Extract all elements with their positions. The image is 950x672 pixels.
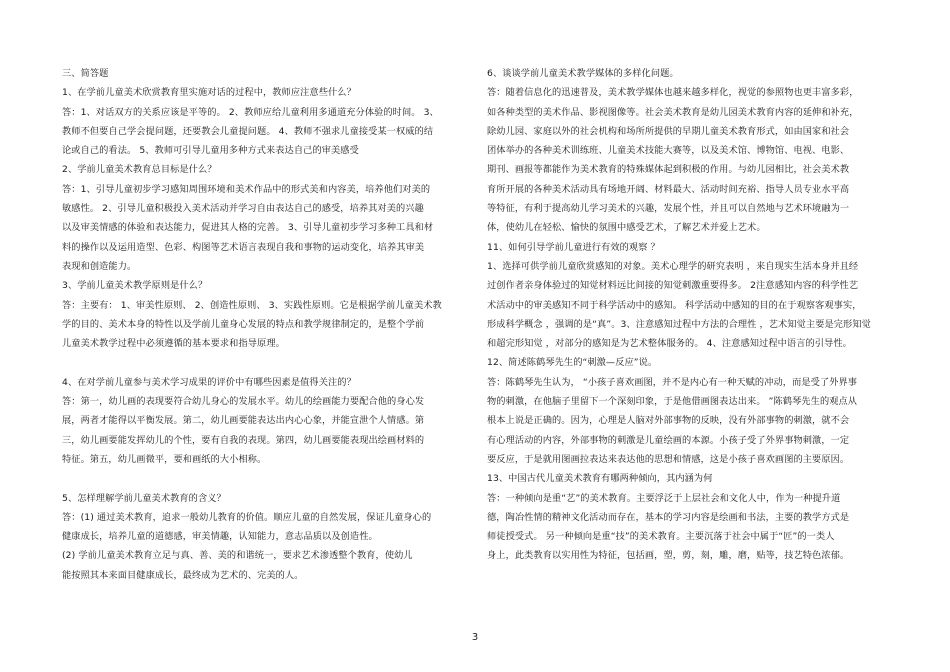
left-column-text-line: 健康成长，培养儿童的道德感，审美情趣，认知能力，意志品质以及创造性。: [62, 531, 378, 543]
left-column-text-line: 3、学前儿童美术教学原则是什么？: [62, 280, 208, 292]
right-column-text-line: 身上，此类教育以实用性为特征，包括画，塑，剪，刻，雕，磨，贴等，技艺特色浓郁。: [487, 550, 850, 562]
right-column-text-line: 要反应，于是就用图画拉表达来表达他的思想和情感，这是小孩子喜欢画图的主要原因。: [487, 453, 850, 465]
right-column-text-line: 德，陶冶性情的精神文化活动而存在，基本的学习内容是绘画和书法，主要的教学方式是: [487, 511, 850, 523]
right-column: [487, 64, 887, 566]
right-column-text-line: 如各种类型的美术作品、影视图像等。社会美术教育是幼儿园美术教育内容的延伸和补充，: [487, 106, 859, 118]
left-column-text-line: (2) 学前儿童美术教育立足与真、善、美的和谐统一，要求艺术渗透整个教育，使幼儿: [62, 550, 413, 562]
left-column: [62, 64, 462, 585]
right-column-text-line: 形成科学概念 ，强调的是“真”。3、注意感知过程中方法的合理性 ，艺术知觉主要是完形知觉: [487, 318, 871, 330]
left-column-text-line: 特征。第五，幼儿画微平，要和画纸的大小相称。: [62, 453, 267, 465]
right-column-text-line: 团体举办的各种美术训练班、儿童美术技能大赛等，以及美术馆、博物馆、电视、电影、: [487, 145, 850, 157]
left-column-text-line: 敏感性。 2、引导儿童积极投入美术活动并学习自由表达自己的感受，培养其对美的兴趣: [62, 203, 424, 215]
left-column-text-line: 1、在学前儿童美术欣赏教育里实施对话的过程中，教师应注意些什么？: [62, 87, 356, 99]
left-column-text-line: 教师不但要自己学会提问题，还要教会儿童提问题。 4、教师不强求儿童接受某一权威的结: [62, 125, 434, 137]
left-column-text-line: 三、简答题: [62, 68, 109, 79]
right-column-text-line: 6、谈谈学前儿童美术教学媒体的多样化问题。: [487, 68, 679, 79]
right-column-text-line: 和超完形知觉 ，对部分的感知是为艺术整体服务的。 4、注意感知过程中语言的引导性。: [487, 338, 852, 350]
left-column-text-line: 答：主要有： 1、审美性原则、 2、创造性原则、 3、实践性原则。它是根据学前儿童美术教: [62, 299, 442, 311]
right-column-text-line: 答：随着信息化的迅速普及，美术教学媒体也越来越多样化，视觉的参照物也更丰富多彩，: [487, 87, 859, 99]
left-column-text-line: 论或自己的看法。 5、教师可引导儿童用多种方式来表达自己的审美感受: [62, 145, 359, 157]
right-column-text-line: 11、如何引导学前儿童进行有效的观察 ？: [487, 241, 660, 253]
left-column-text-line: 料的操作以及运用造型、色彩、构图等艺术语言表现自我和事物的运动变化，培养其审美: [62, 241, 425, 253]
right-column-text-line: 期刊、画报等都能作为美术教育的特殊媒体起到积极的作用。与幼儿园相比，社会美术教: [487, 164, 850, 176]
right-column-text-line: 有心理活动的内容，外部事物的刺激是儿童绘画的本源。小孩子受了外界事物刺激，一定: [487, 434, 850, 446]
left-column-text-line: 答：(1) 通过美术教育，追求一般幼儿教育的价值。顺应儿童的自然发展，保证儿童身心的: [62, 511, 432, 523]
right-column-text-line: 等特征，有利于提高幼儿学习美术的兴趣，发展个性，并且可以自然地与艺术环境融为一: [487, 203, 850, 215]
left-column-text-line: 答：第一，幼儿画的表现要符合幼儿身心的发展水平。幼儿的绘画能力要配合他的身心发: [62, 396, 425, 408]
right-column-text-line: 13、中国古代儿童美术教育有哪两种倾向，其内涵为何: [487, 473, 713, 485]
right-column-text-line: 根本上说是正确的。因为，心理是人脑对外部事物的反映，没有外部事物的刺激，就不会: [487, 415, 850, 427]
right-column-text-line: 育所开展的各种美术活动具有场地开阔、材料最大、活动时间充裕、指导人员专业水平高: [487, 183, 850, 195]
right-column-text-line: 术活动中的审美感知不同于科学活动中的感知。 科学活动中感知的目的在于观察客观事实，: [487, 299, 862, 311]
right-column-text-line: 师徒授受式。 另一种倾向是重“技”的美术教育。主要沉落于社会中属于“匠”的一类人: [487, 531, 835, 543]
right-column-text-line: 物的刺激，在他脑子里留下一个深刻印象，于是他借画图表达出来。 ”陈鹤琴先生的观点从: [487, 396, 858, 408]
page-number: 3: [471, 632, 479, 643]
left-column-text-line: 学的目的、美术本身的特性以及学前儿童身心发展的特点和教学规律制定的，是整个学前: [62, 318, 425, 330]
right-column-text-line: 过创作者亲身体验过的知觉材料远比间接的知觉刺激重要得多。 2注意感知内容的科学性艺: [487, 280, 859, 292]
left-column-blank-line: [62, 353, 462, 372]
right-column-text-line: 答：陈鹤琴先生认为， “小孩子喜欢画图，并不是内心有一种天赋的冲动，而是受了外界事: [487, 376, 858, 388]
left-column-text-line: 2、学前儿童美术教育总目标是什么？: [62, 164, 217, 176]
left-column-text-line: 以及审美情感的体验和表达能力，促进其人格的完善。 3、引导儿童初步学习多种工具和材: [62, 222, 434, 234]
right-column-text-line: 1、选择可供学前儿童欣赏感知的对象。美术心理学的研究表明 ，来自现实生活本身并且经: [487, 260, 859, 272]
right-column-text-line: 体，使幼儿在轻松、愉快的氛围中感受艺术，了解艺术并爱上艺术。: [487, 222, 766, 234]
right-column-text-line: 答：一种倾向是重“艺”的美术教育。主要浮泛于上层社会和文化人中，作为一种提升道: [487, 492, 841, 504]
left-column-text-line: 4、在对学前儿童参与美术学习成果的评价中有哪些因素是值得关注的？: [62, 376, 356, 388]
left-column-text-line: 答：1、引导儿童初步学习感知周围环境和美术作品中的形式美和内容美，培养他们对美的: [62, 183, 431, 195]
left-column-text-line: 答：1、对话双方的关系应该是平等的。 2、教师应给儿童利用多通道充分体验的时间。 3、: [62, 106, 439, 118]
left-column-text-line: 儿童美术教学过程中必须遵循的基本要求和指导原理。: [62, 338, 285, 350]
right-column-text-line: 12、简述陈鹤琴先生的“刺激—反应”说。: [487, 357, 658, 369]
left-column-text-line: 展，两者才能得以平衡发展。第二，幼儿画要能表达出内心心象，并能宣泄个人情感。第: [62, 415, 425, 427]
left-column-text-line: 表现和创造能力。: [62, 260, 137, 272]
left-column-text-line: 能按照其本来面目健康成长，最终成为艺术的、完美的人。: [62, 569, 304, 581]
right-column-text-line: 除幼儿园、家庭以外的社会机构和场所所提供的早期儿童美术教育形式，如由国家和社会: [487, 125, 850, 137]
left-column-text-line: 5、怎样理解学前儿童美术教育的含义？: [62, 492, 226, 504]
left-column-blank-line: [62, 469, 462, 488]
left-column-text-line: 三，幼儿画要能发挥幼儿的个性，要有自我的表现。第四，幼儿画要能表现出绘画材料的: [62, 434, 425, 446]
